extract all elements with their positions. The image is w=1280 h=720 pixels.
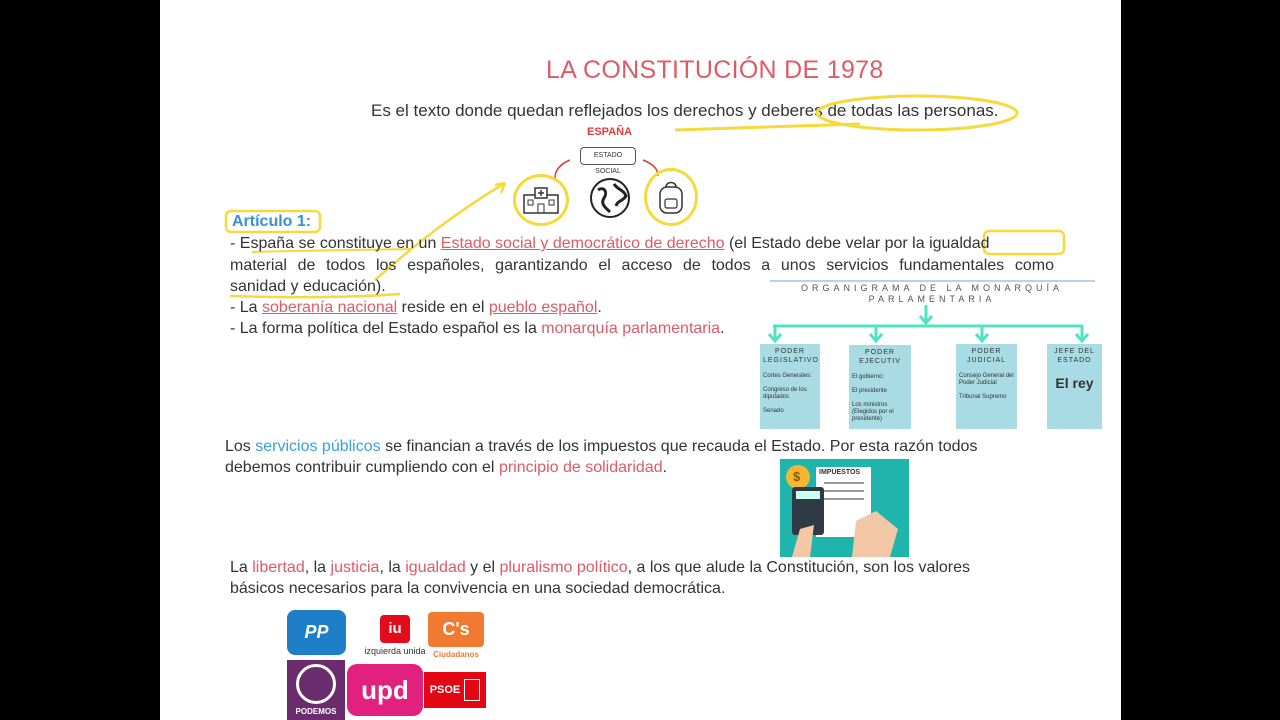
article-line-2: material de todos los españoles, garantizando el acceso de todos a unos servicios fundamentales como [230, 257, 1054, 274]
podemos-logo-text: PODEMOS [295, 707, 337, 716]
text: reside en el [397, 299, 489, 316]
pp-logo-text: PP [304, 622, 329, 642]
text: Los [225, 438, 256, 455]
text: y el [465, 559, 500, 576]
iu-logo [364, 610, 426, 660]
highlight-pueblo: pueblo español [488, 299, 598, 316]
value-libertad: libertad [252, 559, 305, 576]
values-paragraph [230, 557, 1030, 599]
org-item: El gobierno: [852, 374, 885, 380]
text: , a los que alude la Constitución, son los valores [627, 559, 971, 576]
text: - La forma política del Estado español es la [230, 320, 542, 337]
article-line-1 [230, 234, 1054, 254]
iu-logo-mark: iu [380, 615, 410, 643]
org-item: El presidente [852, 388, 888, 394]
podemos-circle-icon [296, 664, 336, 704]
text: . [662, 459, 668, 476]
tax-label: IMPUESTOS [819, 469, 861, 476]
slide [160, 0, 1121, 720]
highlight-servicios: servicios públicos [255, 438, 381, 455]
coin-icon: $ [793, 469, 801, 484]
org-item: Tribunal Supremo [959, 394, 1007, 400]
page-title: LA CONSTITUCIÓN DE 1978 [546, 56, 884, 84]
org-item: Senado [763, 408, 784, 414]
text: . [720, 320, 725, 337]
org-item: Los ministros (Elegidos por el presidente) [852, 402, 894, 422]
text: . [597, 299, 602, 316]
services-line-1 [225, 436, 1025, 457]
cs-logo-mark: C's [428, 612, 484, 647]
article-line-5 [230, 319, 725, 339]
org-item: Congreso de los diputados [763, 387, 807, 400]
iu-logo-text: izquierda unida [364, 645, 426, 656]
text: , la [379, 559, 406, 576]
subtitle: Es el texto donde quedan reflejados los derechos y deberes de todas las personas. [371, 101, 999, 120]
text: (el Estado debe velar por la igualdad [724, 235, 990, 252]
rose-icon [464, 679, 480, 701]
diagram-box: ESTADO SOCIAL [580, 147, 636, 165]
highlight-estado-social: Estado social y democrático de derecho [440, 235, 725, 252]
values-line-1 [230, 557, 1030, 578]
org-box-jefe [1047, 344, 1102, 429]
org-box-judicial [956, 344, 1017, 429]
text: - España se constituye en un [230, 235, 441, 252]
article-heading: Artículo 1: [232, 213, 312, 230]
cs-logo-text: Ciudadanos [433, 649, 479, 659]
values-line-2: básicos necesarios para la convivencia en una sociedad democrática. [230, 580, 726, 597]
highlight-soberania: soberanía nacional [262, 299, 398, 316]
value-igualdad: igualdad [405, 559, 466, 576]
hospital-icon [513, 174, 569, 226]
globe-icon [588, 176, 632, 225]
org-box-head: PODER EJECUTIV [859, 349, 901, 365]
text: debemos contribuir cumpliendo con el [225, 459, 499, 476]
value-justicia: justicia [330, 559, 380, 576]
article-line-3: sanidad y educación). [230, 278, 386, 295]
org-box-ejecutivo [849, 345, 911, 429]
org-box-head: JEFE DEL ESTADO [1054, 348, 1095, 364]
org-box-legislativo [760, 344, 820, 429]
text: , la [304, 559, 331, 576]
pp-logo [287, 610, 346, 655]
org-item: Consejo General del Poder Judicial [959, 373, 1014, 386]
podemos-logo [287, 660, 345, 720]
text: La [230, 559, 253, 576]
article-line-4 [230, 298, 602, 318]
org-item-rey: El rey [1055, 375, 1094, 391]
upd-logo-text: upd [361, 674, 409, 705]
upd-logo [347, 664, 423, 716]
psoe-logo [424, 672, 486, 708]
psoe-logo-text: PSOE [429, 684, 461, 696]
tax-illustration [780, 459, 909, 557]
highlight-monarquia: monarquía parlamentaria [541, 320, 721, 337]
cs-logo [427, 610, 485, 660]
text: - La [230, 299, 263, 316]
diagram-country: ESPAÑA [587, 126, 633, 138]
org-item: Cortes Generales: [763, 373, 812, 379]
org-box-head: PODER LEGISLATIVO [763, 348, 819, 364]
value-pluralismo: pluralismo político [499, 559, 628, 576]
org-box-head: PODER JUDICIAL [966, 348, 1007, 364]
highlight-solidaridad: principio de solidaridad [498, 459, 663, 476]
org-title: ORGANIGRAMA DE LA MONARQUÍA PARLAMENTARIA [800, 283, 1064, 304]
text: se financian a través de los impuestos que recauda el Estado. Por esta razón todos [380, 438, 978, 455]
backpack-icon [644, 168, 698, 226]
